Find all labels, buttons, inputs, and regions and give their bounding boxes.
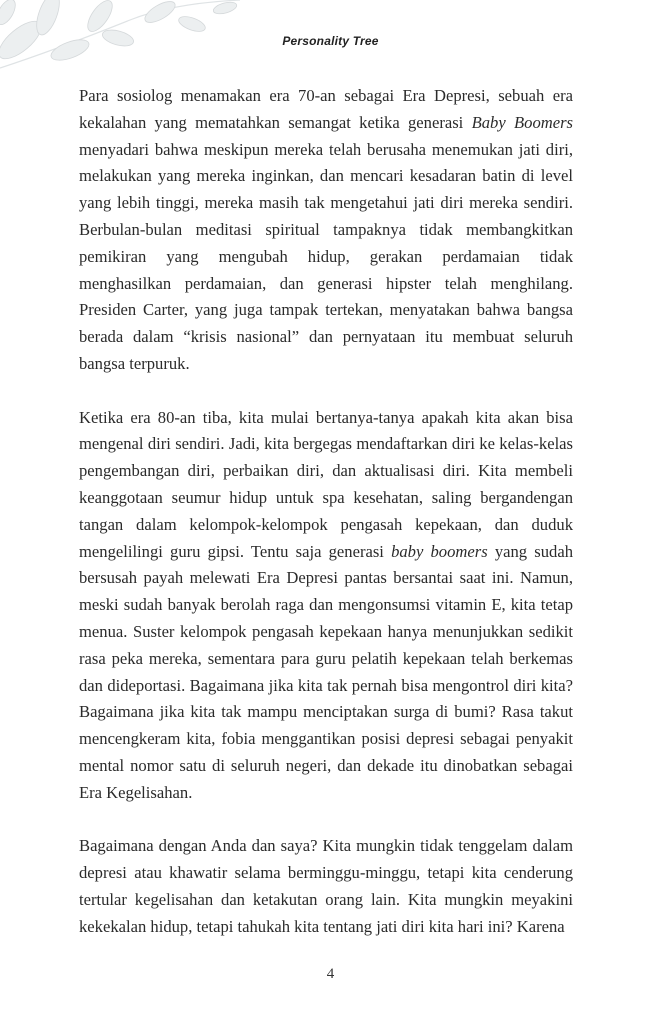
paragraph-2: Ketika era 80-an tiba, kita mulai bertanya-tanya apakah kita akan bisa mengenal diri sendiri. Jadi, kita bergegas mendaftarkan diri ke kelas-kelas pengembangan diri, perbaikan diri, dan aktualisasi diri. Kita membeli keanggotaan seumur hidup untuk spa kesehatan, saling bergandengan tangan dalam kelompok-kelompok pengasah kepekaan, dan duduk mengelilingi guru gipsi. Tentu saja generasi baby boomers yang sudah bersusah payah melewati Era Depresi pantas bersantai saat ini. Namun, meski sudah banyak berolah raga dan mengonsumsi vitamin E, kita tetap menua. Suster kelompok pengasah kepekaan hanya menunjukkan sedikit rasa peka mereka, sementara para guru pelatih kepekaan telah berkemas dan dideportasi. Bagaimana jika kita tak pernah bisa mengontrol diri kita? Bagaimana jika kita tak mampu menciptakan surga di bumi? Rasa takut mencengkeram kita, fobia menggantikan posisi depresi sebagai penyakit mental nomor satu di seluruh negeri, dan dekade itu dinobatkan sebagai Era Kegelisahan. — [79, 407, 573, 802]
page-number: 4 — [326, 966, 335, 982]
paragraph-1: Para sosiolog menamakan era 70-an sebagai Era Depresi, sebuah era kekalahan yang mematahkan semangat ketika generasi Baby Boomers menyadari bahwa meskipun mereka telah berusaha menemukan jati diri, melakukan yang mereka inginkan, dan mencari kesadaran batin di level yang lebih tinggi, mereka masih tak mengetahui jati diri mereka sendiri. Berbulan-bulan meditasi spiritual tampaknya tidak membangkitkan pemikiran yang mengubah hidup, gerakan perdamaian tidak menghasilkan perdamaian, dan generasi hipster telah menghilang. Presiden Carter, yang juga tampak tertekan, menyatakan bahwa bangsa berada dalam “krisis nasional” dan pernyataan itu membuat seluruh bangsa terpuruk. — [79, 86, 574, 373]
paragraph-3: Bagaimana dengan Anda dan saya? Kita mungkin tidak tenggelam dalam depresi atau khawatir selama berminggu-minggu, tetapi kita cenderung tertular kegelisahan dan ketakutan orang lain. Kita mungkin meyakini kekekalan hidup, tetapi tahukah kita tentang jati diri kita hari ini? Karena — [79, 836, 573, 936]
body-text — [79, 83, 573, 967]
running-header: Personality Tree — [282, 34, 379, 48]
